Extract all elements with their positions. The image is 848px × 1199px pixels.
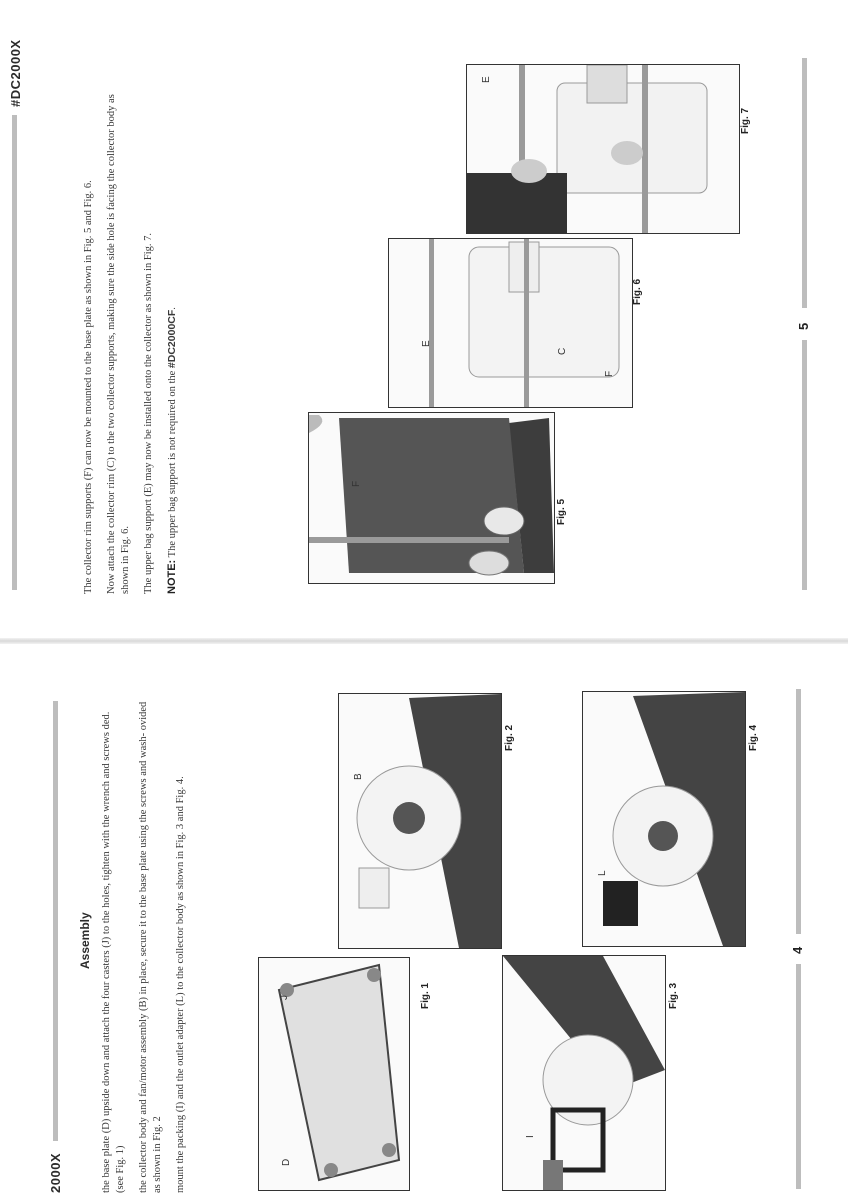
model-tag: 2000X [48,1152,63,1193]
figure-4-illustration [583,692,745,946]
figure-7 [466,64,740,234]
instruction-step: the base plate (D) upside down and attach the four casters (J) to the holes, tighten with the wrench and screws ded. (see Fig. 1) [101,711,126,1193]
callout-e: E [421,340,432,347]
page-number: 4 [790,946,805,954]
model-tag: #DC2000X [8,39,23,107]
figure-3 [502,955,666,1191]
page-number: 5 [796,322,811,330]
figure-2-caption: Fig. 2 [504,724,515,751]
callout-c: C [557,347,568,355]
callout-d: D [281,1158,292,1166]
figure-5-illustration [309,413,554,583]
instructions [82,74,189,594]
page-4 [0,679,848,1199]
note-text: The upper bag support is not required on the [167,368,178,560]
figure-4-caption: Fig. 4 [748,724,759,751]
figure-6 [388,238,633,408]
callout-l: L [597,870,608,876]
figure-5 [308,412,555,584]
callout-e: E [481,76,492,83]
figure-2-illustration [339,694,501,948]
figure-5-caption: Fig. 5 [556,498,567,525]
instruction-step: mount the packing (I) and the outlet adapter (L) to the collector body as shown in Fig. 3 and Fig. 4. [175,776,186,1193]
instruction-step: The collector rim supports (F) can now be mounted to the base plate as shown in Fig. 5 and Fig. 6. [83,180,94,594]
figure-6-illustration [389,239,632,407]
section-heading: Assembly [78,912,92,969]
figure-3-illustration [503,956,665,1190]
figure-1-illustration [259,958,409,1190]
figure-6-caption: Fig. 6 [632,278,643,305]
note-end: . [167,307,178,310]
instruction-step: Now attach the collector rim (C) to the two collector supports, making sure the side hole is facing the collector body as shown in Fig. 6. [106,94,131,594]
figure-3-caption: Fig. 3 [668,982,679,1009]
instruction-step: The upper bag support (E) may now be installed onto the collector as shown in Fig. 7. [143,232,154,594]
footer-rule-right [802,58,807,308]
figure-1-caption: Fig. 1 [420,982,431,1009]
note [165,74,180,594]
callout-i: I [525,1135,536,1138]
callout-b: B [353,773,364,780]
figure-2 [338,693,502,949]
note-model: #DC2000CF [166,309,178,369]
note-label: NOTE: [166,559,178,594]
callout-j: J [279,995,290,1000]
footer-rule-right [796,689,801,934]
callout-f: F [351,480,362,487]
figure-1 [258,957,410,1191]
footer-rule-left [796,964,801,1189]
page-gutter [0,638,848,644]
header-rule [53,701,58,1141]
page-5 [0,40,848,600]
figure-4 [582,691,746,947]
header-rule [12,115,17,590]
instruction-step: the collector body and fan/motor assembly (B) in place, secure it to the base plate using the screws and wash- ovided as shown in Fig. 2 [138,701,163,1193]
callout-f: F [604,370,615,377]
figure-7-illustration [467,65,739,233]
footer-rule-left [802,340,807,590]
instructions [100,693,197,1193]
figure-7-caption: Fig. 7 [740,107,751,134]
